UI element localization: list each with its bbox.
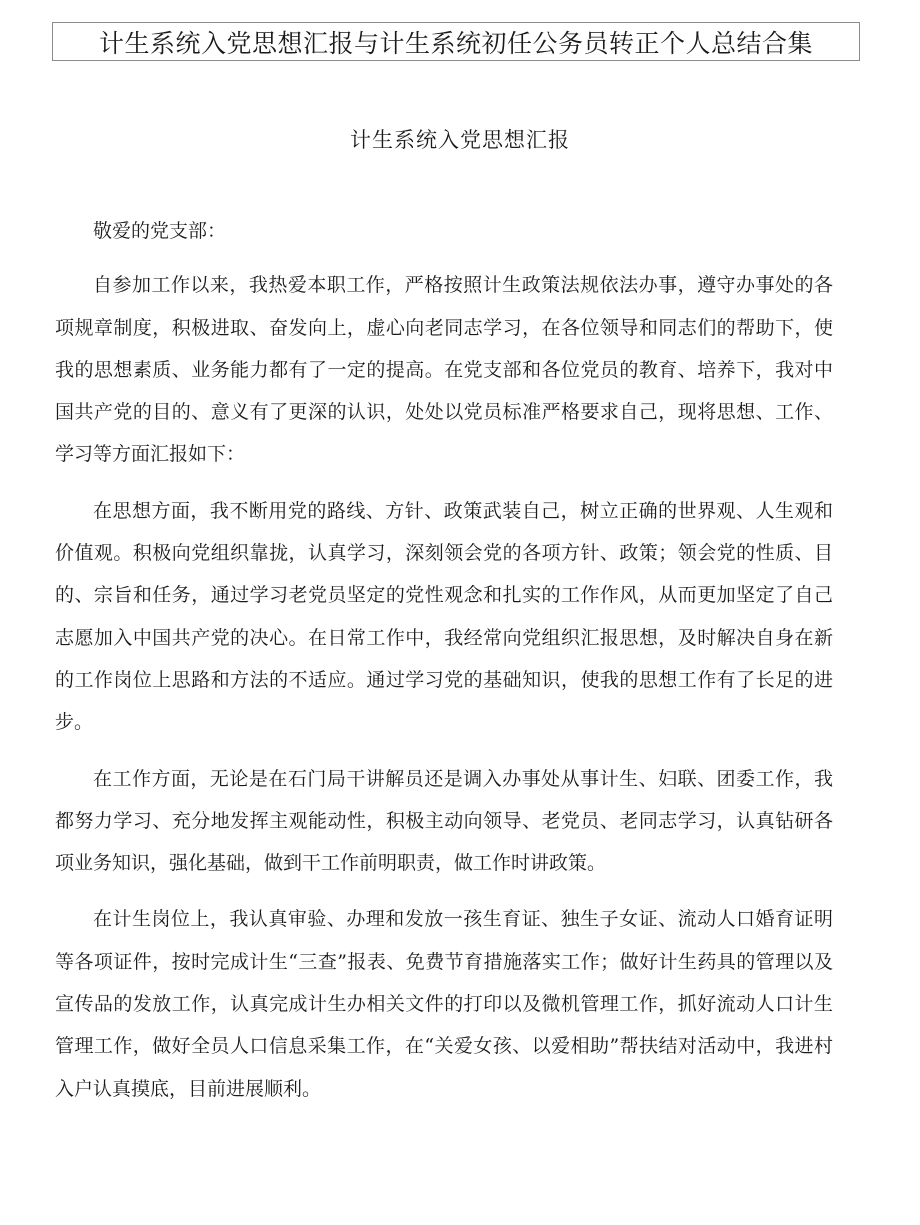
paragraph-intro: 自参加工作以来，我热爱本职工作，严格按照计生政策法规依法办事，遵守办事处的各项规章制度，积极进取、奋发向上，虚心向老同志学习，在各位领导和同志们的帮助下，使我的思想素质、业务能力都有了一定的提高。在党支部和各位党员的教育、培养下，我对中国共产党的目的、意义有了更深的认识，处处以党员标准严格要求自己，现将思想、工作、学习等方面汇报如下： [55, 274, 833, 466]
document-banner-title: 计生系统入党思想汇报与计生系统初任公务员转正个人总结合集 [52, 22, 860, 61]
section-title: 计生系统入党思想汇报 [350, 128, 570, 152]
paragraph-family-planning: 在计生岗位上，我认真审验、办理和发放一孩生育证、独生子女证、流动人口婚育证明等各项证件，按时完成计生“三查”报表、免费节育措施落实工作；做好计生药具的管理以及宣传品的发放工作，认真完成计生办相关文件的打印以及微机管理工作，抓好流动人口计生管理工作，做好全员人口信息采集工作，在“关爱女孩、以爱相助”帮扶结对活动中，我进村入户认真摸底，目前进展顺利。 [55, 908, 833, 1100]
paragraph-thought: 在思想方面，我不断用党的路线、方针、政策武装自己，树立正确的世界观、人生观和价值观。积极向党组织靠拢，认真学习，深刻领会党的各项方针、政策；领会党的性质、目的、宗旨和任务，通过学习老党员坚定的党性观念和扎实的工作作风，从而更加坚定了自己志愿加入中国共产党的决心。在日常工作中，我经常向党组织汇报思想，及时解决自身在新的工作岗位上思路和方法的不适应。通过学习党的基础知识，使我的思想工作有了长足的进步。 [55, 499, 833, 734]
document-body [55, 210, 833, 1124]
paragraph-work: 在工作方面，无论是在石门局干讲解员还是调入办事处从事计生、妇联、团委工作，我都努力学习、充分地发挥主观能动性，积极主动向领导、老党员、老同志学习，认真钻研各项业务知识，强化基础，做到干工作前明职责，做工作时讲政策。 [55, 767, 833, 875]
salutation: 敬爱的党支部： [93, 220, 227, 242]
